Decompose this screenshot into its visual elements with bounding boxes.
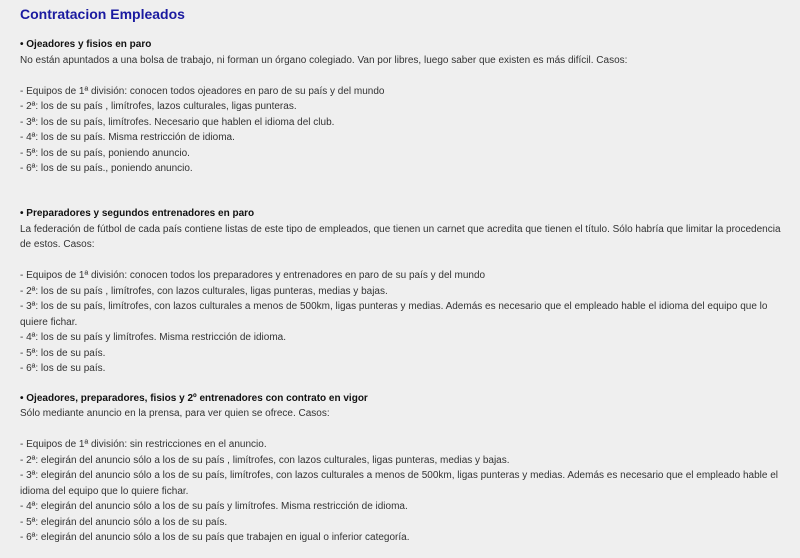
list-item: - 6ª: los de su país., poniendo anuncio.	[20, 163, 193, 174]
section-ojeadores-fisios-paro	[20, 37, 794, 192]
list-item: - 3ª: los de su país, limítrofes. Necesario que hablen el idioma del club.	[20, 116, 335, 128]
list-item: - Equipos de 1ª división: conocen todos ojeadores en paro de su país y del mundo	[20, 85, 385, 97]
section-heading: • Ojeadores y fisios en paro	[20, 39, 152, 50]
list-item: - 4ª: los de su país y limítrofes. Misma restricción de idioma.	[20, 332, 287, 343]
list-item: - 4ª: los de su país. Misma restricción de idioma.	[20, 132, 235, 143]
list-item: - 6ª: elegirán del anuncio sólo a los de su país que trabajen en igual o inferior categoría.	[20, 532, 410, 543]
list-item: - 5ª: elegirán del anuncio sólo a los de su país.	[20, 516, 228, 528]
list-item: - 5ª: los de su país.	[20, 347, 106, 359]
list-item: - Equipos de 1ª división: conocen todos los preparadores y entrenadores en paro de su país y del mundo	[20, 270, 486, 281]
list-item: - 2ª: los de su país , limítrofes, con lazos culturales, ligas punteras, medias y bajas.	[20, 285, 388, 297]
list-item: - 4ª: elegirán del anuncio sólo a los de su país y limítrofes. Misma restricción de idioma.	[20, 501, 408, 512]
section-intro: La federación de fútbol de cada país contiene listas de este tipo de empleados, que tienen un carnet que acredita que tienen el título. Sólo habría que limitar la procedencia de estos. Casos:	[20, 223, 781, 250]
page-title: Contratacion Empleados	[20, 6, 185, 22]
list-item: - 3ª: los de su país, limítrofes, con lazos culturales a menos de 500km, ligas punteras y medias. Además es necesario que el empleado hable el idioma del equipo que lo quiere fichar.	[20, 301, 768, 328]
list-item: - 6ª: los de su país.	[20, 363, 106, 374]
section-intro: Sólo mediante anuncio en la prensa, para ver quien se ofrece. Casos:	[20, 408, 330, 419]
section-heading: • Ojeadores, preparadores, fisios y 2º entrenadores con contrato en vigor	[20, 392, 368, 404]
section-contrato-en-vigor	[20, 391, 794, 546]
list-item: - 2ª: elegirán del anuncio sólo a los de su país , limítrofes, con lazos culturales, ligas punteras, medias y bajas.	[20, 454, 510, 466]
list-item: - Equipos de 1ª división: sin restricciones en el anuncio.	[20, 439, 267, 450]
section-intro: No están apuntados a una bolsa de trabajo, ni forman un órgano colegiado. Van por libres, luego saber que existen es más difícil. Casos:	[20, 54, 628, 66]
section-heading: • Preparadores y segundos entrenadores en paro	[20, 208, 255, 219]
list-item: - 3ª: elegirán del anuncio sólo a los de su país, limítrofes, con lazos culturales a menos de 500km, ligas punteras y medias. Además es necesario que el empleado hable el idioma del equipo que lo quiere fichar.	[20, 470, 779, 497]
spacer	[20, 177, 794, 193]
list-item: - 2ª: los de su país , limítrofes, lazos culturales, ligas punteras.	[20, 101, 297, 112]
list-item: - 5ª: los de su país, poniendo anuncio.	[20, 147, 190, 159]
section-preparadores-paro	[20, 206, 794, 377]
